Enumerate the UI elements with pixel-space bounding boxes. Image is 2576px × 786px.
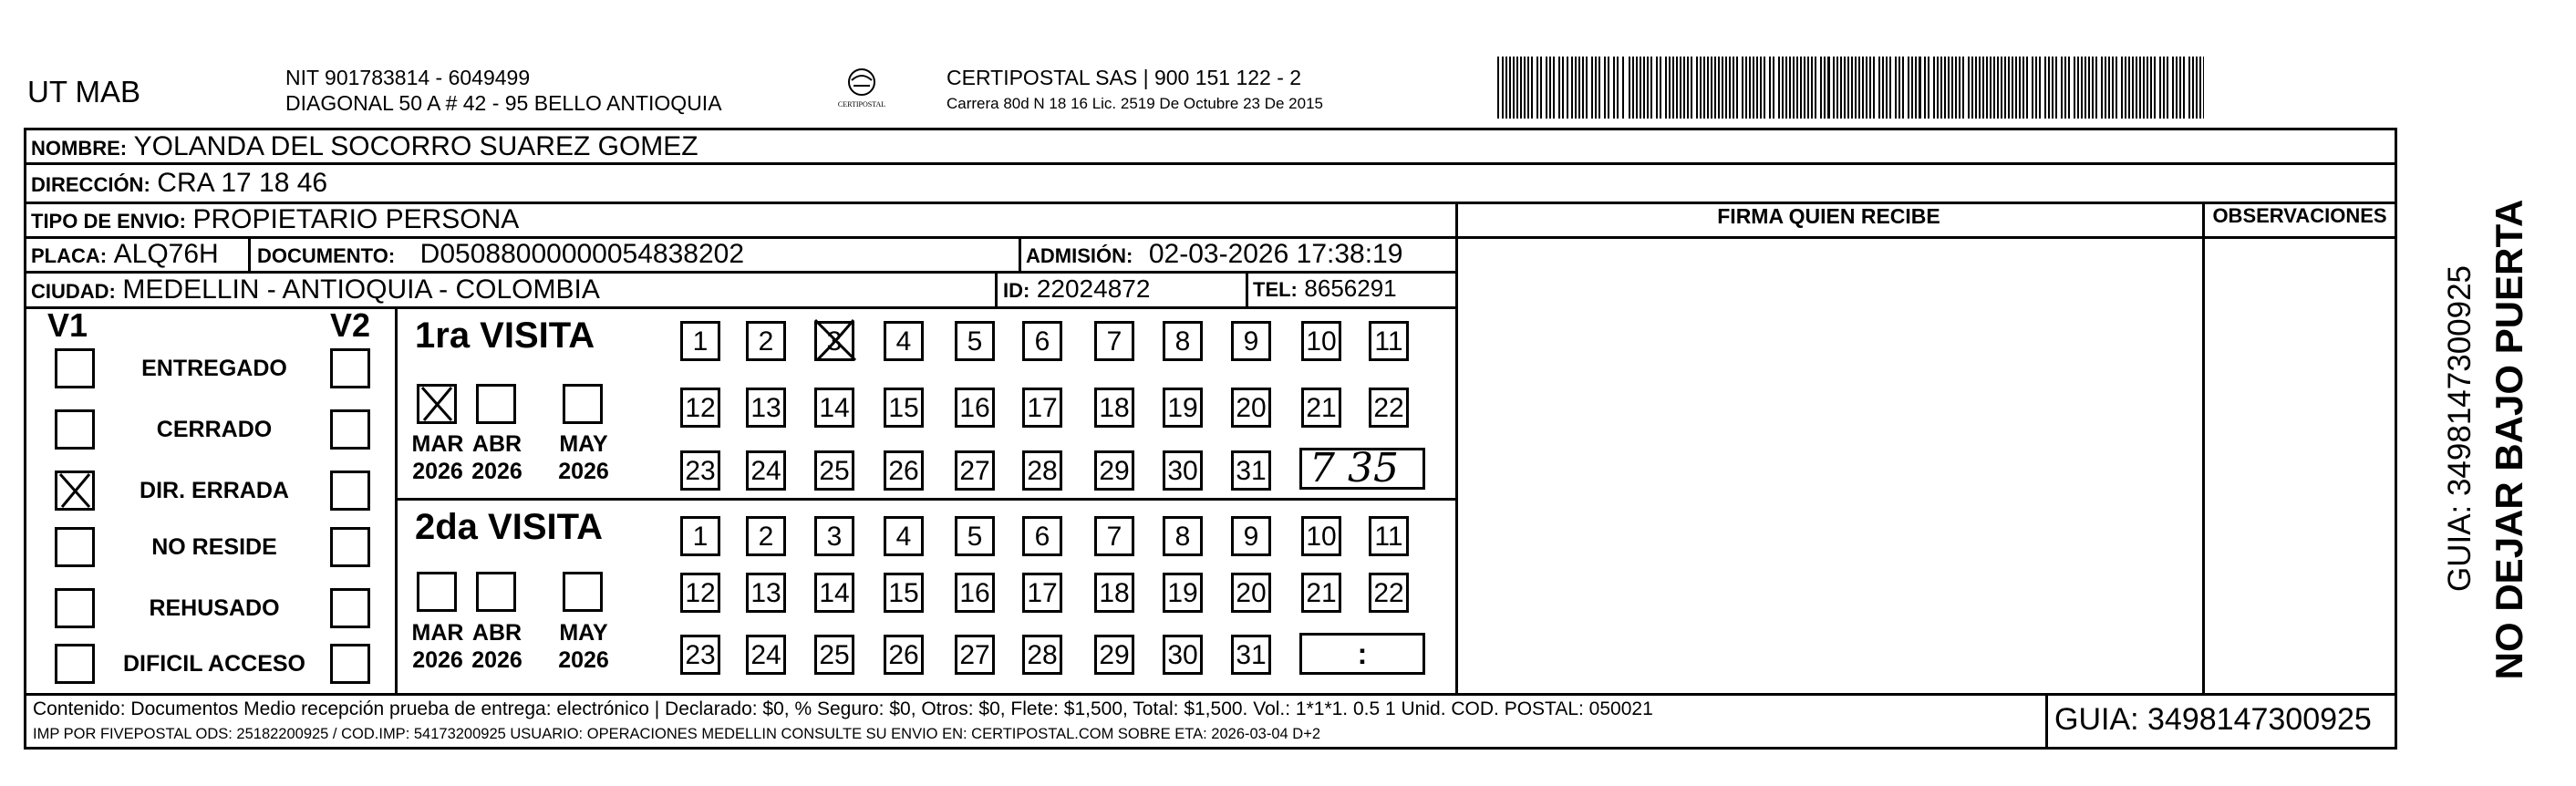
direccion-label: DIRECCIÓN: (31, 173, 150, 196)
day-box[interactable]: 12 (680, 388, 720, 428)
visit1-time-handwritten: 7 35 (1309, 445, 1399, 491)
year-label: 2026 (471, 647, 522, 673)
month-checkbox[interactable] (563, 572, 603, 612)
day-box[interactable]: 30 (1163, 635, 1203, 675)
day-box[interactable]: 27 (955, 450, 995, 491)
day-box[interactable]: 17 (1022, 573, 1062, 613)
day-box[interactable]: 6 (1022, 516, 1062, 556)
day-box[interactable]: 31 (1231, 635, 1271, 675)
month-label: MAY (559, 431, 608, 457)
month-label: ABR (471, 431, 522, 457)
day-box[interactable]: 14 (814, 573, 854, 613)
day-box[interactable]: 25 (814, 450, 854, 491)
admision-label: ADMISIÓN: (1026, 244, 1133, 267)
month-label: ABR (471, 620, 522, 646)
day-box[interactable]: 27 (955, 635, 995, 675)
day-box[interactable]: 11 (1369, 321, 1409, 361)
nombre-row (31, 131, 698, 162)
day-box[interactable]: 8 (1163, 516, 1203, 556)
day-box[interactable]: 24 (746, 450, 786, 491)
day-box[interactable]: 26 (884, 635, 924, 675)
documento-label: DOCUMENTO: (257, 244, 396, 267)
status-label: CERRADO (156, 417, 273, 442)
year-label: 2026 (558, 459, 609, 484)
day-box[interactable]: 23 (680, 450, 720, 491)
day-box[interactable]: 12 (680, 573, 720, 613)
day-box[interactable]: 2 (746, 321, 786, 361)
visit1-title: 1ra VISITA (415, 315, 595, 356)
day-box[interactable]: 17 (1022, 388, 1062, 428)
id-value: 22024872 (1036, 274, 1151, 303)
day-box[interactable]: 18 (1094, 573, 1134, 613)
barcode-bars (1497, 57, 2209, 119)
day-box[interactable]: 22 (1369, 573, 1409, 613)
day-box[interactable]: 3 (814, 516, 854, 556)
day-box[interactable]: 15 (884, 388, 924, 428)
observaciones-area[interactable] (2206, 240, 2395, 690)
month-checkbox[interactable] (417, 384, 457, 424)
status-label: ENTREGADO (141, 356, 287, 381)
v2-checkbox[interactable] (330, 409, 370, 450)
day-box[interactable]: 22 (1369, 388, 1409, 428)
year-label: 2026 (471, 459, 522, 484)
direccion-row (31, 168, 327, 199)
month-checkbox[interactable] (476, 572, 516, 612)
year-label: 2026 (412, 459, 463, 484)
nombre-label: NOMBRE: (31, 137, 128, 160)
day-box[interactable]: 21 (1301, 573, 1341, 613)
day-box[interactable]: 13 (746, 388, 786, 428)
v2-checkbox[interactable] (330, 527, 370, 567)
documento-row (257, 239, 744, 270)
day-box[interactable]: 7 (1094, 321, 1134, 361)
day-box[interactable]: 13 (746, 573, 786, 613)
admision-value: 02-03-2026 17:38:19 (1148, 239, 1403, 269)
day-box[interactable]: 11 (1369, 516, 1409, 556)
side-guia: GUIA: 3498147300925 (2442, 264, 2478, 593)
month-label: MAY (559, 620, 608, 646)
checkmark-x-icon (417, 384, 457, 424)
visit2-title: 2da VISITA (415, 507, 603, 547)
v2-checkbox[interactable] (330, 588, 370, 628)
day-box[interactable]: 10 (1301, 516, 1341, 556)
day-box[interactable]: 29 (1094, 450, 1134, 491)
visit1-time-box[interactable] (1299, 445, 1425, 491)
day-box[interactable]: 16 (955, 388, 995, 428)
footer-guia: GUIA: 3498147300925 (2054, 702, 2372, 737)
day-box[interactable]: 4 (884, 516, 924, 556)
day-box[interactable]: 9 (1231, 321, 1271, 361)
id-label: ID: (1003, 279, 1030, 302)
carrier-name: CERTIPOSTAL SAS | 900 151 122 - 2 (947, 66, 1302, 89)
month-checkbox[interactable] (563, 384, 603, 424)
day-box[interactable]: 31 (1231, 450, 1271, 491)
visit2-time: : (1357, 637, 1368, 670)
day-box[interactable]: 16 (955, 573, 995, 613)
status-label: NO RESIDE (151, 534, 277, 560)
visit2-time-box[interactable] (1299, 633, 1425, 675)
tel-row (1253, 274, 1397, 303)
day-box[interactable]: 21 (1301, 388, 1341, 428)
day-box[interactable]: 4 (884, 321, 924, 361)
day-box[interactable]: 29 (1094, 635, 1134, 675)
side-warning: NO DEJAR BAJO PUERTA (2488, 199, 2530, 680)
day-box[interactable]: 1 (680, 516, 720, 556)
day-box[interactable]: 10 (1301, 321, 1341, 361)
month-checkbox[interactable] (417, 572, 457, 612)
day-box[interactable]: 9 (1231, 516, 1271, 556)
carrier-license: Carrera 80d N 18 16 Lic. 2519 De Octubre 23 De 2015 (947, 95, 1323, 112)
month-label: MAR (411, 620, 464, 646)
nombre-value: YOLANDA DEL SOCORRO SUAREZ GOMEZ (133, 131, 698, 161)
placa-row (31, 239, 219, 270)
v2-checkbox[interactable] (330, 644, 370, 684)
day-box[interactable]: 26 (884, 450, 924, 491)
tel-value: 8656291 (1304, 274, 1397, 302)
status-label: DIFICIL ACCESO (122, 651, 305, 677)
firma-header: FIRMA QUIEN RECIBE (1717, 204, 1940, 228)
company-name: UT MAB (27, 75, 141, 109)
day-box[interactable]: 24 (746, 635, 786, 675)
sender-address: DIAGONAL 50 A # 42 - 95 BELLO ANTIOQUIA (285, 91, 722, 115)
day-box[interactable]: 1 (680, 321, 720, 361)
day-box[interactable]: 20 (1231, 573, 1271, 613)
v2-label: V2 (330, 306, 371, 344)
tipo-envio-value: PROPIETARIO PERSONA (192, 204, 520, 234)
placa-value: ALQ76H (113, 239, 219, 269)
day-box[interactable]: 5 (955, 321, 995, 361)
day-box[interactable]: 28 (1022, 450, 1062, 491)
month-label: MAR (411, 431, 464, 457)
day-box[interactable]: 3 (814, 321, 854, 361)
nit-text: NIT 901783814 - 6049499 (285, 66, 531, 89)
barcode (1497, 57, 2209, 119)
logo-text: CERTIPOSTAL (837, 100, 886, 109)
day-box[interactable]: 7 (1094, 516, 1134, 556)
status-label: REHUSADO (149, 595, 280, 621)
tipo-envio-row (31, 204, 519, 235)
documento-value: D05088000000054838202 (419, 239, 745, 269)
footer-contenido: Contenido: Documentos Medio recepción prueba de entrega: electrónico | Declarado: $0, % Seguro: $0, Otros: $0, Flete: $1,500, Total: $1,500. Vol.: 1*1*1. 0.5 1 Unid. COD. POSTAL: 050021 (33, 698, 1653, 719)
day-box[interactable]: 25 (814, 635, 854, 675)
ciudad-value: MEDELLIN - ANTIOQUIA - COLOMBIA (122, 274, 600, 305)
firma-area[interactable] (1459, 240, 2199, 690)
day-box[interactable]: 5 (955, 516, 995, 556)
day-box[interactable]: 23 (680, 635, 720, 675)
admision-row (1026, 239, 1402, 270)
day-crossed-icon (808, 315, 863, 366)
v2-checkbox[interactable] (330, 471, 370, 511)
footer-imp: IMP POR FIVEPOSTAL ODS: 25182200925 / COD.IMP: 54173200925 USUARIO: OPERACIONES MEDELLIN CONSULTE SU ENVIO EN: CERTIPOSTAL.COM SOBRE ETA: 2026-03-04 D+2 (33, 726, 1321, 742)
observaciones-header: OBSERVACIONES (2212, 204, 2387, 227)
year-label: 2026 (412, 647, 463, 673)
day-box[interactable]: 28 (1022, 635, 1062, 675)
day-box[interactable]: 15 (884, 573, 924, 613)
day-box[interactable]: 14 (814, 388, 854, 428)
day-box[interactable]: 6 (1022, 321, 1062, 361)
day-box[interactable]: 18 (1094, 388, 1134, 428)
day-box[interactable]: 2 (746, 516, 786, 556)
day-box[interactable]: 19 (1163, 573, 1203, 613)
placa-label: PLACA: (31, 244, 108, 267)
day-box[interactable]: 20 (1231, 388, 1271, 428)
year-label: 2026 (558, 647, 609, 673)
certipostal-logo (830, 66, 894, 116)
v2-checkbox[interactable] (330, 348, 370, 388)
tipo-envio-label: TIPO DE ENVIO: (31, 210, 186, 233)
tel-label: TEL: (1253, 278, 1298, 301)
direccion-value: CRA 17 18 46 (157, 168, 328, 198)
month-checkbox[interactable] (476, 384, 516, 424)
v1-label: V1 (47, 306, 88, 344)
day-box[interactable]: 30 (1163, 450, 1203, 491)
day-box[interactable]: 8 (1163, 321, 1203, 361)
id-row (1003, 274, 1150, 304)
ciudad-label: CIUDAD: (31, 280, 116, 303)
day-box[interactable]: 19 (1163, 388, 1203, 428)
ciudad-row (31, 274, 600, 305)
status-label: DIR. ERRADA (140, 478, 289, 503)
